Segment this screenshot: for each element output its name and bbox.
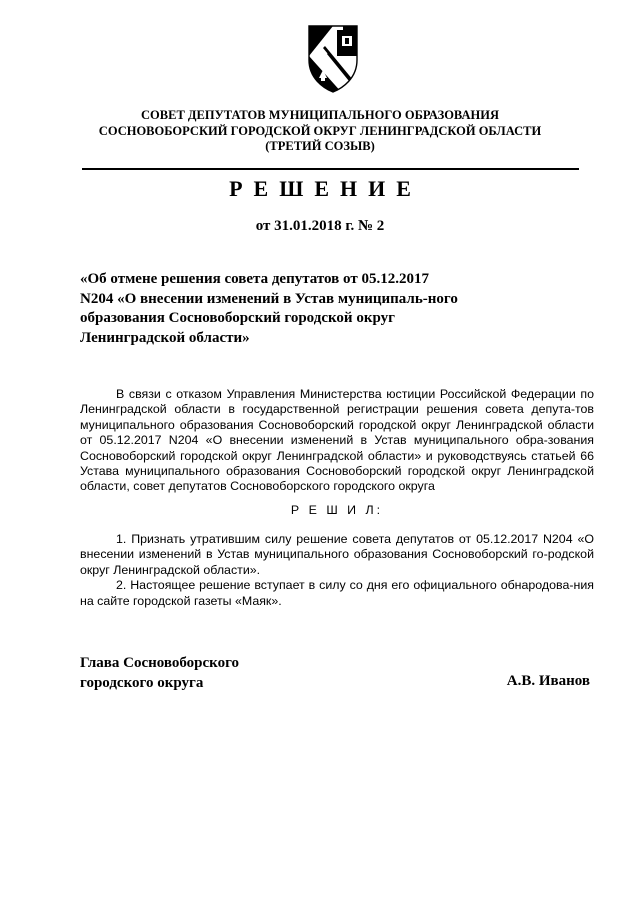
signatory-name: А.В. Иванов: [506, 673, 590, 689]
council-line-1: СОВЕТ ДЕПУТАТОВ МУНИЦИПАЛЬНОГО ОБРАЗОВАНИЯ: [141, 108, 499, 122]
preamble-block: [80, 387, 594, 495]
document-dateline: от 31.01.2018 г. № 2: [255, 218, 385, 234]
council-line-2: СОСНОВОБОРСКИЙ ГОРОДСКОЙ ОКРУГ ЛЕНИНГРАДСКОЙ ОБЛАСТИ: [98, 123, 542, 138]
resolution-item-2: 2. Настоящее решение вступает в силу со дня его официального обнародова-ния на сайте городской газеты «Маяк».: [80, 578, 594, 608]
signatory-position-line-2: городского округа: [80, 674, 204, 691]
header-divider: [82, 168, 579, 170]
signatory-position: [80, 654, 239, 693]
document-title: РЕШЕНИЕ: [229, 176, 422, 201]
document-subject: «Об отмене решения совета депутатов от 05.12.2017 N204 «О внесении изменений в Устав муниципаль-ного образования Сосновоборский городской округ Ленинградской области»: [80, 271, 458, 346]
preamble-text: В связи с отказом Управления Министерства юстиции Российской Федерации по Ленинградской области в государственной регистрации решения совета депута-тов муниципального образования Сосновоборский городской округ Ленинградской области от 05.12.2017 N204 «О внесении изменений в Устав муниципального обра-зования Сосновоборский городской округ Ленинградской области» и руководствуясь статьей 66 Устава муниципального образования Сосновоборский городской округ Ленинградской области, совет депутатов Сосновоборского городского округа: [80, 387, 594, 494]
council-heading: [0, 108, 640, 155]
resolved-heading: Р Е Ш И Л:: [290, 503, 384, 517]
coat-of-arms-icon: [303, 22, 363, 94]
resolution-items: [80, 532, 594, 609]
council-line-3: (ТРЕТИЙ СОЗЫВ): [265, 139, 375, 153]
signatory-position-line-1: Глава Сосновоборского: [80, 655, 240, 671]
resolution-item-1: 1. Признать утратившим силу решение совета депутатов от 05.12.2017 N204 «О внесении изменений в Устав муниципального образования Сосновоборский го-родской округ Ленинградской области».: [80, 532, 594, 577]
